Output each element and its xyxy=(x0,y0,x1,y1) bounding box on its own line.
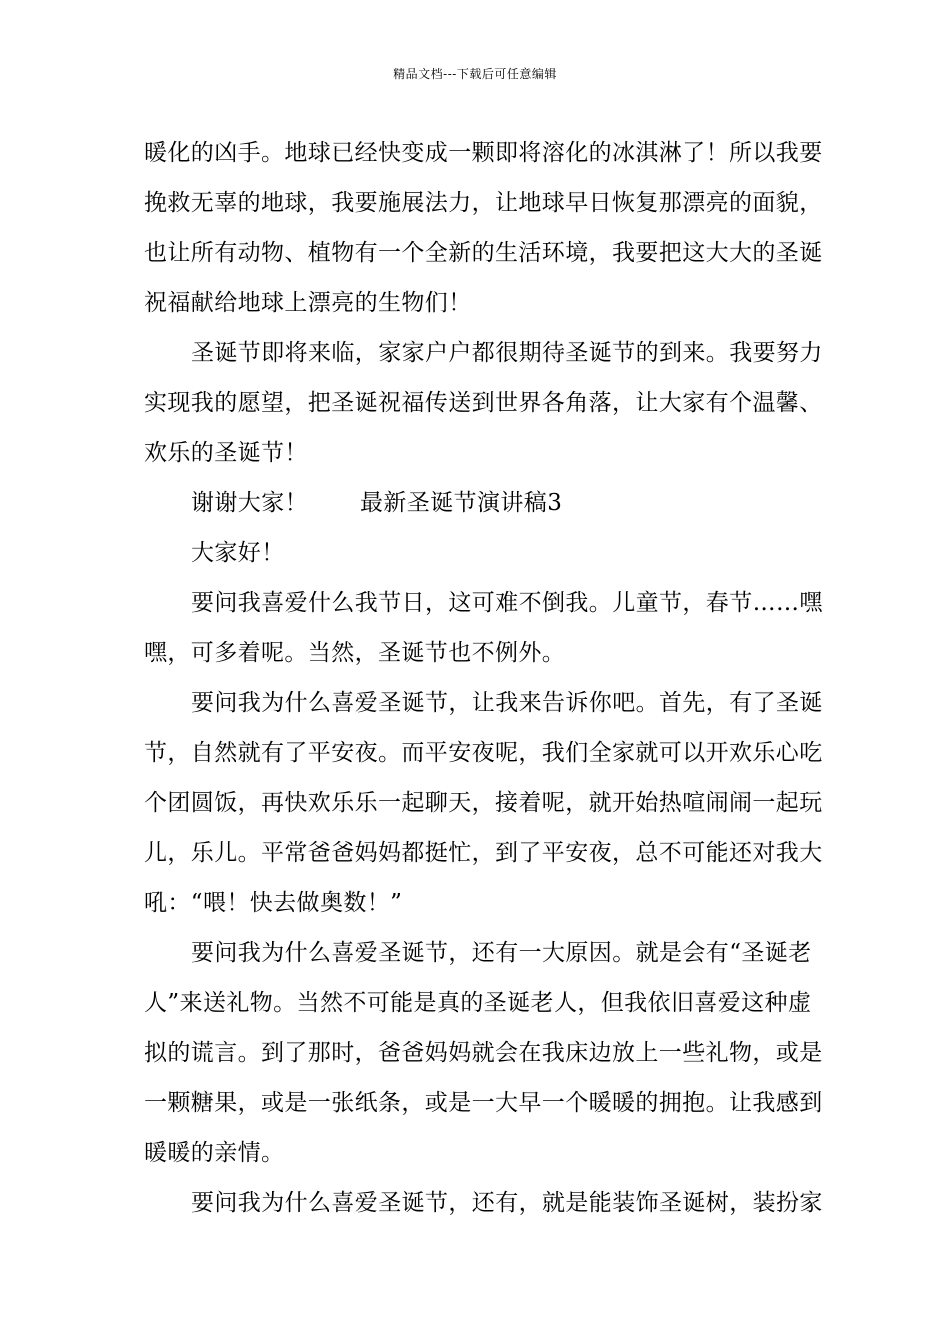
text-line: 吼：“喂！快去做奥数！” xyxy=(144,890,403,916)
text-line: 祝福献给地球上漂亮的生物们！ xyxy=(144,290,472,316)
text-line: 欢乐的圣诞节！ xyxy=(144,440,308,466)
text-line: 拟的谎言。到了那时，爸爸妈妈就会在我床边放上一些礼物，或是 xyxy=(144,1040,823,1066)
paragraph-first-line: 圣诞节即将来临，家家户户都很期待圣诞节的到来。我要努力 xyxy=(191,340,823,366)
text-line: 节，自然就有了平安夜。而平安夜呢，我们全家就可以开欢乐心吃 xyxy=(144,740,823,766)
document-body xyxy=(144,128,823,1228)
text-line: 暖暖的亲情。 xyxy=(144,1140,285,1166)
paragraph-first-line: 要问我为什么喜爱圣诞节，让我来告诉你吧。首先，有了圣诞 xyxy=(191,690,823,716)
paragraph-first-line: 要问我为什么喜爱圣诞节，还有一大原因。就是会有“圣诞老 xyxy=(191,940,812,966)
paragraph-first-line: 要问我喜爱什么我节日，这可难不倒我。儿童节，春节……嘿 xyxy=(191,590,823,616)
text-line: 嘿，可多着呢。当然，圣诞节也不例外。 xyxy=(144,640,566,666)
thanks-and-title-line xyxy=(144,478,808,528)
text-line: 儿，乐儿。平常爸爸妈妈都挺忙，到了平安夜，总不可能还对我大 xyxy=(144,840,823,866)
text-line: 实现我的愿望，把圣诞祝福传送到世界各角落，让大家有个温馨、 xyxy=(144,390,823,416)
greeting-line: 大家好！ xyxy=(191,540,285,566)
thanks-text: 谢谢大家！ xyxy=(191,490,308,516)
text-line: 个团圆饭，再快欢乐乐一起聊天，接着呢，就开始热喧闹闹一起玩 xyxy=(144,790,823,816)
speech-title: 最新圣诞节演讲稿3 xyxy=(360,490,563,516)
text-line: 也让所有动物、植物有一个全新的生活环境，我要把这大大的圣诞 xyxy=(144,240,823,266)
text-line: 一颗糖果，或是一张纸条，或是一大早一个暖暖的拥抱。让我感到 xyxy=(144,1090,823,1116)
paragraph-first-line: 要问我为什么喜爱圣诞节，还有，就是能装饰圣诞树，装扮家 xyxy=(191,1190,823,1216)
text-line: 暖化的凶手。地球已经快变成一颗即将溶化的冰淇淋了！所以我要 xyxy=(144,140,823,166)
text-line: 挽救无辜的地球，我要施展法力，让地球早日恢复那漂亮的面貌， xyxy=(144,190,823,216)
text-line: 人”来送礼物。当然不可能是真的圣诞老人，但我依旧喜爱这种虚 xyxy=(144,990,812,1016)
page-header: 精品文档---下载后可任意编辑 xyxy=(393,67,557,81)
